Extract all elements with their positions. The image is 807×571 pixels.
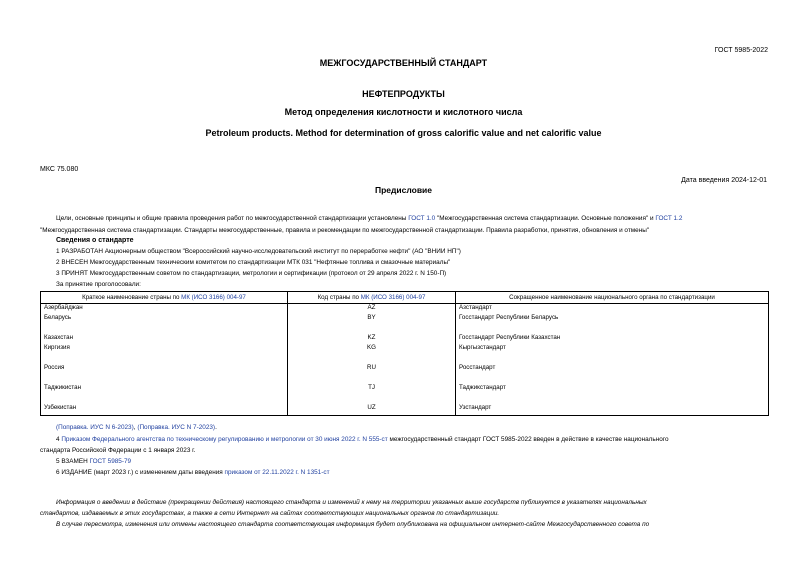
amendment-link[interactable]: (Поправка. ИУС N 7-2023) (137, 424, 216, 431)
notice-line2: стандартов, издаваемых в этих государствах, а также в сети Интернет на сайтах соответствующих национальных органов по стандартизации. (40, 510, 500, 517)
item-replaces: 5 ВЗАМЕН ГОСТ 5985-79 (56, 458, 132, 465)
foreword-text: Цели, основные принципы и общие правила проведения работ по межгосударственной стандартизации установлены (56, 215, 407, 222)
country-cell: Азербайджан (41, 304, 288, 314)
info-heading: Сведения о стандарте (56, 237, 134, 244)
document-code: ГОСТ 5985-2022 (714, 47, 768, 54)
gost-1-0-link[interactable]: ГОСТ 1.0 (408, 215, 436, 222)
document-title: НЕФТЕПРОДУКТЫ (362, 89, 445, 99)
foreword-paragraph-line2: "Межгосударственная система стандартизации. Стандарты межгосударственные, правила и рекомендации по межгосударственной стандартизации. Правила разработки, принятия, обновления и отмены" (40, 227, 650, 234)
standard-header: МЕЖГОСУДАРСТВЕННЫЙ СТАНДАРТ (319, 58, 488, 68)
order-1351-link[interactable]: приказом от 22.11.2022 г. N 1351-ст (224, 469, 330, 476)
amendment-link[interactable]: (Поправка. ИУС N 6-2023) (56, 424, 134, 431)
mk-iso-3166-link[interactable]: МК (ИСО 3166) 004-97 (181, 294, 246, 301)
voting-countries-table (40, 291, 769, 416)
authority-cell: Госстандарт Республики Казахстан (456, 334, 769, 344)
country-cell: Беларусь (41, 314, 288, 334)
table-row (41, 314, 769, 334)
item-enacted-line1: 4 Приказом Федерального агентства по техническому регулированию и метрологии от 30 июня 2022 г. N 555-ст межгосударственный стандарт ГОСТ 5985-2022 введен в действие в качестве национального (56, 436, 669, 443)
gost-5985-79-link[interactable]: ГОСТ 5985-79 (89, 458, 132, 465)
item-enacted-line2: стандарта Российской Федерации с 1 января 2023 г. (40, 447, 196, 454)
foreword-text: "Межгосударственная система стандартизации. Основные положения" и (437, 215, 654, 222)
code-cell: KZ (288, 334, 456, 344)
introduction-date: Дата введения 2024-12-01 (681, 177, 767, 184)
code-cell: TJ (288, 384, 456, 404)
authority-cell: Азстандарт (456, 304, 769, 314)
code-cell: KG (288, 344, 456, 364)
country-cell: Казахстан (41, 334, 288, 344)
mk-iso-3166-link[interactable]: МК (ИСО 3166) 004-97 (360, 294, 426, 301)
country-cell: Киргизия (41, 344, 288, 364)
country-cell: Россия (41, 364, 288, 384)
foreword-title: Предисловие (374, 185, 433, 195)
document-subtitle: Метод определения кислотности и кислотного числа (284, 107, 523, 117)
table-row (41, 404, 769, 416)
item-submitted-by: 2 ВНЕСЕН Межгосударственным техническим комитетом по стандартизации МТК 031 "Нефтяные топлива и смазочные материалы" (56, 259, 451, 266)
notice-line1: Информация о введении в действие (прекращении действия) настоящего стандарта и изменений к нему на территории указанных выше государств публикуется в указателях национальных (56, 499, 647, 506)
authority-cell: Госстандарт Республики Беларусь (456, 314, 769, 334)
code-cell: AZ (288, 304, 456, 314)
authority-cell: Таджикстандарт (456, 384, 769, 404)
header-authority: Сокращенное наименование национального органа по стандартизации (456, 292, 769, 304)
country-cell: Узбекистан (41, 404, 288, 416)
gost-1-2-link[interactable]: ГОСТ 1.2 (655, 215, 683, 222)
table-row (41, 364, 769, 384)
code-cell: UZ (288, 404, 456, 416)
code-cell: RU (288, 364, 456, 384)
item-developed-by: 1 РАЗРАБОТАН Акционерным обществом "Всероссийский научно-исследовательский институт по переработке нефти" (АО "ВНИИ НП") (56, 248, 461, 255)
header-code: Код страны по МК (ИСО 3166) 004-97 (288, 292, 456, 304)
amendments-line: (Поправка. ИУС N 6-2023), (Поправка. ИУС N 7-2023). (56, 424, 217, 431)
table-header-row (41, 292, 769, 304)
mks-code: МКС 75.080 (40, 166, 79, 173)
authority-cell: Узстандарт (456, 404, 769, 416)
voted-label: За принятие проголосовали: (56, 281, 141, 288)
foreword-paragraph-line1 (56, 215, 682, 222)
authority-cell: Росстандарт (456, 364, 769, 384)
order-555-link[interactable]: Приказом Федерального агентства по техническому регулированию и метрологии от 30 июня 2022 г. N 555-ст (61, 436, 388, 443)
table-row (41, 304, 769, 314)
notice-line3: В случае пересмотра, изменения или отмены настоящего стандарта соответствующая информация будет опубликована на официальном интернет-сайте Межгосударственного совета по (56, 521, 650, 528)
document-title-en: Petroleum products. Method for determination of gross calorific value and net calorific value (205, 128, 602, 138)
table-row (41, 334, 769, 344)
item-edition: 6 ИЗДАНИЕ (март 2023 г.) с изменением даты введения приказом от 22.11.2022 г. N 1351-ст (56, 469, 330, 476)
code-cell: BY (288, 314, 456, 334)
table-row (41, 344, 769, 364)
table-row (41, 384, 769, 404)
authority-cell: Кыргызстандарт (456, 344, 769, 364)
country-cell: Таджикистан (41, 384, 288, 404)
item-adopted-by: 3 ПРИНЯТ Межгосударственным советом по стандартизации, метрологии и сертификации (протокол от 29 апреля 2022 г. N 150-П) (56, 270, 447, 277)
header-country: Краткое наименование страны по МК (ИСО 3166) 004-97 (41, 292, 288, 304)
